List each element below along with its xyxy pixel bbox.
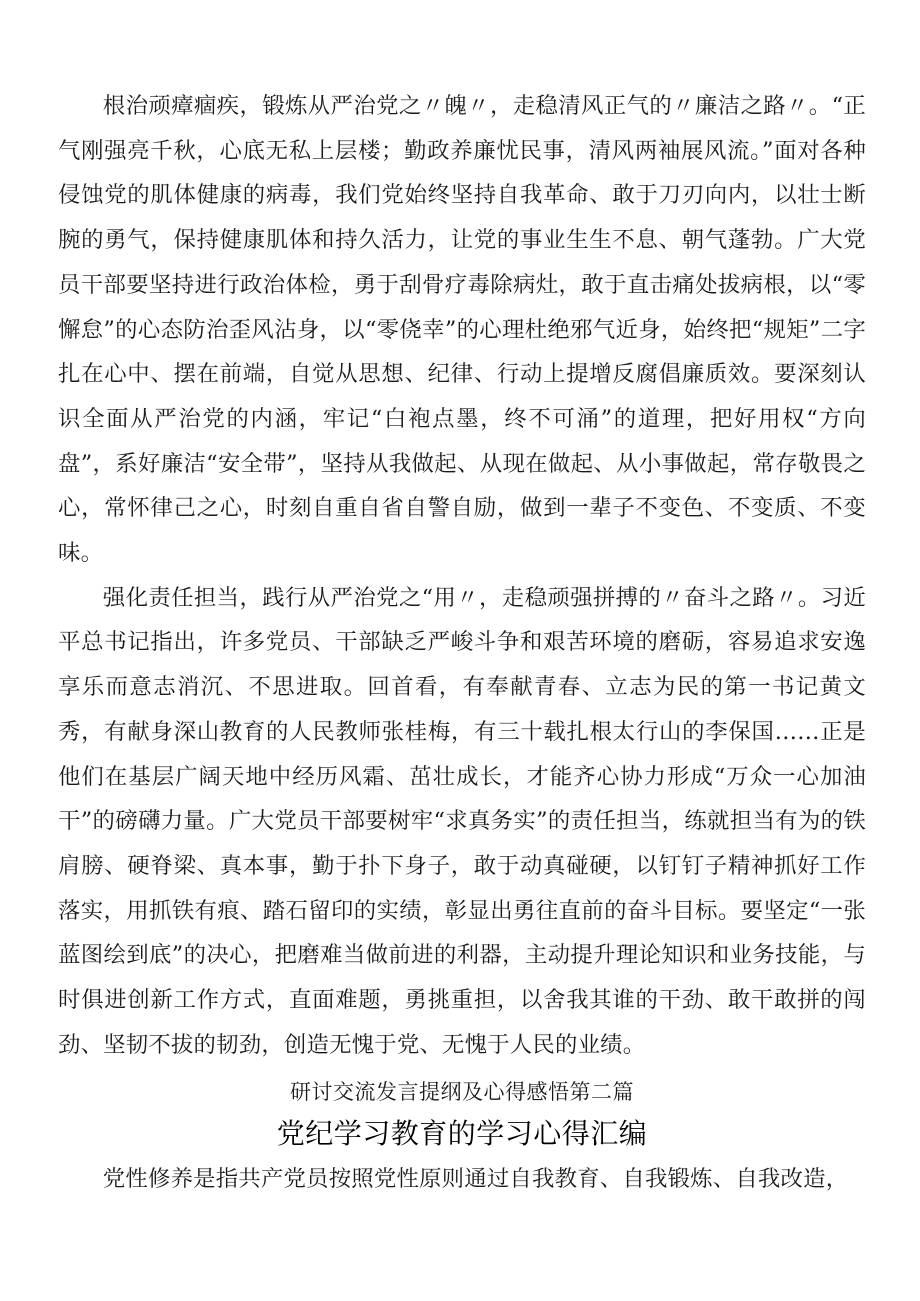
- body-paragraph-integrity: 根治顽瘴痼疾，锻炼从严治党之〃魄〃，走稳清风正气的〃廉洁之路〃。“正气刚强亮千秋，心底无私上层楼；勤政养廉忧民事，清风两袖展风流。”面对各种侵蚀党的肌体健康的病毒，我们党始终坚持自我革命、敢于刀刃向内，以壮士断腕的勇气，保持健康肌体和持久活力，让党的事业生生不息、朝气蓬勃。广大党员干部要坚持进行政治体检，勇于刮骨疗毒除病灶，敢于直击痛处拔病根，以“零懈怠”的心态防治歪风沾身，以“零侥幸”的心理杜绝邪气近身，始终把“规矩”二字扎在心中、摆在前端，自觉从思想、纪律、行动上提增反腐倡廉质效。要深刻认识全面从严治党的内涵，牢记“白袍点墨，终不可涌”的道理，把好用权“方向盘”，系好廉洁“安全带”，坚持从我做起、从现在做起、从小事做起，常存敬畏之心，常怀律己之心，时刻自重自省自警自励，做到一辈子不变色、不变质、不变味。: [58, 93, 866, 567]
- section-subtitle: 研讨交流发言提纲及心得感悟第二篇: [290, 1080, 634, 1105]
- document-page: [58, 84, 866, 1202]
- body-paragraph-responsibility: 强化责任担当，践行从严治党之“用〃，走稳顽强拼搏的〃奋斗之路〃。习近平总书记指出，许多党员、干部缺乏严峻斗争和艰苦环境的磨砺，容易追求安逸享乐而意志消沉、不思进取。回首看，有奉献青春、立志为民的第一书记黄文秀，有献身深山教育的人民教师张桂梅，有三十载扎根太行山的李保国……正是他们在基层广阔天地中经历风霜、茁壮成长，才能齐心协力形成“万众一心加油干”的磅礴力量。广大党员干部要树牢“求真务实”的责任担当，练就担当有为的铁肩膀、硬脊梁、真本事，勤于扑下身子，敢于动真碰硬，以钉钉子精神抓好工作落实，用抓铁有痕、踏石留印的实绩，彰显出勇往直前的奋斗目标。要坚定“一张蓝图绘到底”的决心，把磨难当做前进的利器，主动提升理论知识和业务技能，与时俱进创新工作方式，直面难题，勇挑重担，以舍我其谁的干劲、敢干敢拼的闯劲、坚韧不拔的韧劲，创造无愧于党、无愧于人民的业绩。: [58, 584, 866, 1058]
- section-title: 党纪学习教育的学习心得汇编: [276, 1117, 648, 1151]
- body-paragraph-party-spirit: 党性修养是指共产党员按照党性原则通过自我教育、自我锻炼、自我改造，: [102, 1166, 849, 1193]
